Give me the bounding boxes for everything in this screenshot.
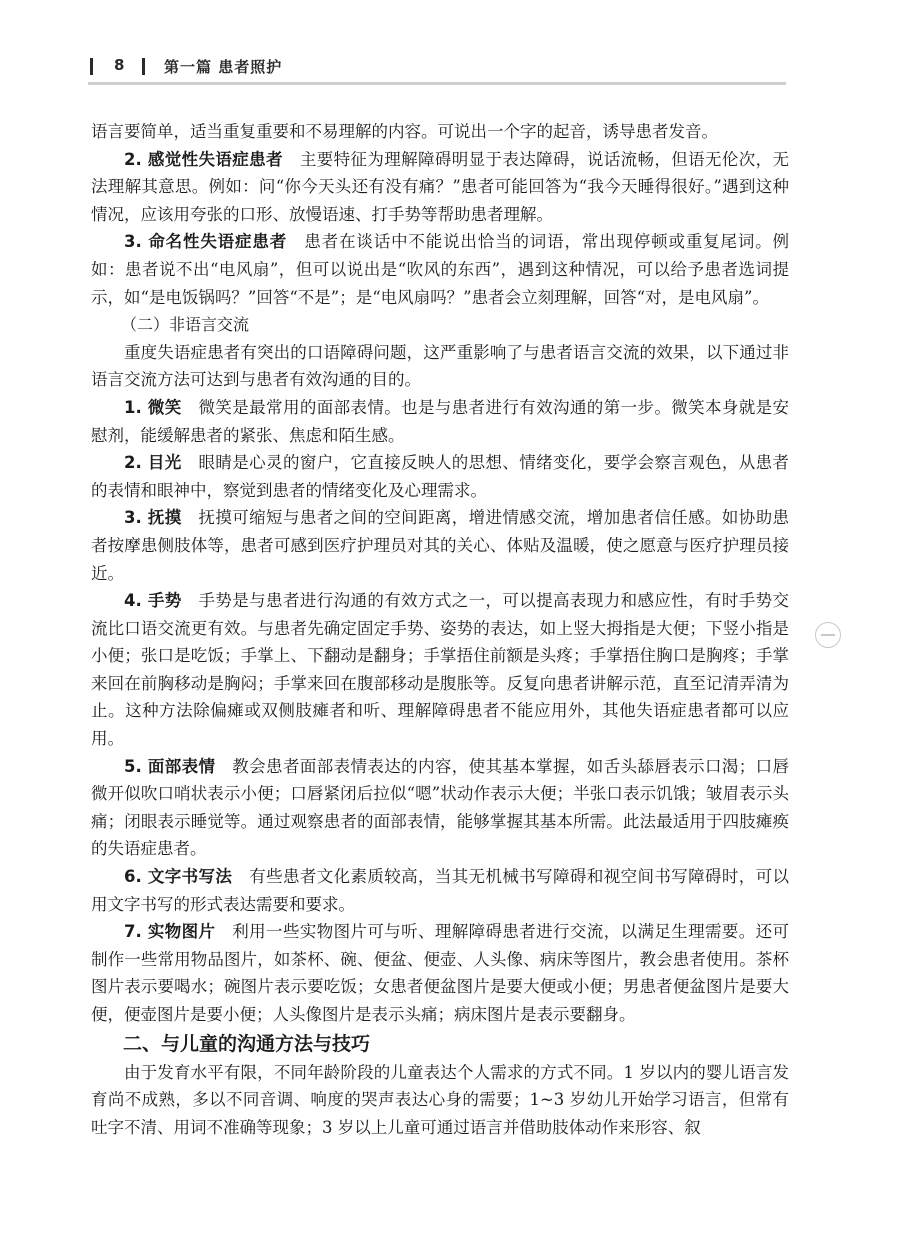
header-divider [142,58,145,75]
running-header [88,50,788,84]
item-text: 有些患者文化素质较高，当其无机械书写障碍和视空间书写障碍时，可以用文字书写的形式表达需要和要求。 [91,867,790,914]
section-heading: 二、与儿童的沟通方法与技巧 [123,1032,371,1055]
item-lead: 4. 手势 [124,591,182,611]
paragraph: 由于发育水平有限，不同年龄阶段的儿童表达个人需求的方式不同。1 岁以内的婴儿语言发育尚不成熟，多以不同音调、响度的哭声表达心身的需要；1~3 岁幼儿开始学习语言，但常有吐字不清、用词不准确等现象；3 岁以上儿童可通过语言并借助肢体动作来形容、叙 [91,1062,789,1137]
item-text: 眼睛是心灵的窗户，它直接反映人的思想、情绪变化，要学会察言观色，从患者的表情和眼神中，察觉到患者的情绪变化及心理需求。 [91,453,790,500]
item-text: 教会患者面部表情表达的内容，使其基本掌握，如舌头舔唇表示口渴；口唇微开似吹口哨状表示小便；口唇紧闭后拉似“嗯”状动作表示大便；半张口表示饥饿；皱眉表示头痛；闭眼表示睡觉等。通过观察患者的面部表情，能够掌握其基本所需。此法最适用于四肢瘫痪的失语症患者。 [91,756,790,859]
item-text: 主要特征为理解障碍明显于表达障碍，说话流畅，但语无伦次，无法理解其意思。例如：问“你今天头还有没有痛？”患者可能回答为“我今天睡得很好。”遇到这种情况，应该用夸张的口形、放慢语速、打手势等帮助患者理解。 [91,149,790,224]
paragraph [91,146,789,229]
item-lead: 3. 抚摸 [124,508,182,528]
body-text [91,118,789,1141]
header-rule [88,82,786,85]
item-lead: 1. 微笑 [124,397,182,417]
item-text: 患者在谈话中不能说出恰当的词语，常出现停顿或重复尾词。例如：患者说不出“电风扇”，但可以说出是“吹风的东西”，遇到这种情况，可以给予患者选词提示，如“是电饭锅吗？”回答“不是”；是“电风扇吗？”患者会立刻理解，回答“对，是电风扇”。 [91,232,790,307]
paragraph [91,228,789,311]
chapter-title: 第一篇 患者照护 [164,58,283,76]
subsection-heading: （二）非语言交流 [121,315,250,335]
paragraph [91,587,789,753]
item-lead: 2. 感觉性失语症患者 [124,149,283,169]
item-text: 利用一些实物图片可与听、理解障碍患者进行交流，以满足生理需要。还可制作一些常用物品图片，如茶杯、碗、便盆、便壶、人头像、病床等图片，教会患者使用。茶杯图片表示要喝水；碗图片表示要吃饭；女患者便盆图片是要大便或小便；男患者便盆图片是要大便，便壶图片是要小便；人头像图片是表示头痛；病床图片是表示要翻身。 [91,922,790,1024]
item-lead: 3. 命名性失语症患者 [124,232,288,252]
item-text: 微笑是最常用的面部表情。也是与患者进行有效沟通的第一步。微笑本身就是安慰剂，能缓解患者的紧张、焦虑和陌生感。 [91,397,790,445]
item-text: 抚摸可缩短与患者之间的空间距离，增进情感交流，增加患者信任感。如协助患者按摩患侧肢体等，患者可感到医疗护理员对其的关心、体贴及温暖，使之愿意与医疗护理员接近。 [91,508,790,583]
paragraph: 语言要简单，适当重复重要和不易理解的内容。可说出一个字的起音，诱导患者发音。 [91,122,718,141]
paragraph [91,394,789,449]
paragraph [91,863,789,918]
item-lead: 2. 目光 [124,453,182,473]
paragraph [91,504,789,587]
paragraph [91,918,789,1028]
paragraph: 重度失语症患者有突出的口语障碍问题，这严重影响了与患者语言交流的效果，以下通过非语言交流方法可达到与患者有效沟通的目的。 [91,342,789,390]
header-divider [90,58,93,75]
item-text: 手势是与患者进行沟通的有效方式之一，可以提高表现力和感应性，有时手势交流比口语交流更有效。与患者先确定固定手势、姿势的表达，如上竖大拇指是大便；下竖小指是小便；张口是吃饭；手掌上、下翻动是翻身；手掌捂住前额是头疼；手掌捂住胸口是胸疼；手掌来回在前胸移动是胸闷；手掌来回在腹部移动是腹胀等。反复向患者讲解示范，直至记清弄清为止。这种方法除偏瘫或双侧肢瘫者和听、理解障碍患者不能应用外，其他失语症患者都可以应用。 [91,591,790,749]
paragraph [91,753,789,863]
item-lead: 6. 文字书写法 [124,867,233,887]
page-number: 8 [114,56,125,74]
paragraph [91,449,789,504]
margin-mark-icon [815,622,841,648]
item-lead: 5. 面部表情 [124,756,216,776]
item-lead: 7. 实物图片 [124,922,216,942]
